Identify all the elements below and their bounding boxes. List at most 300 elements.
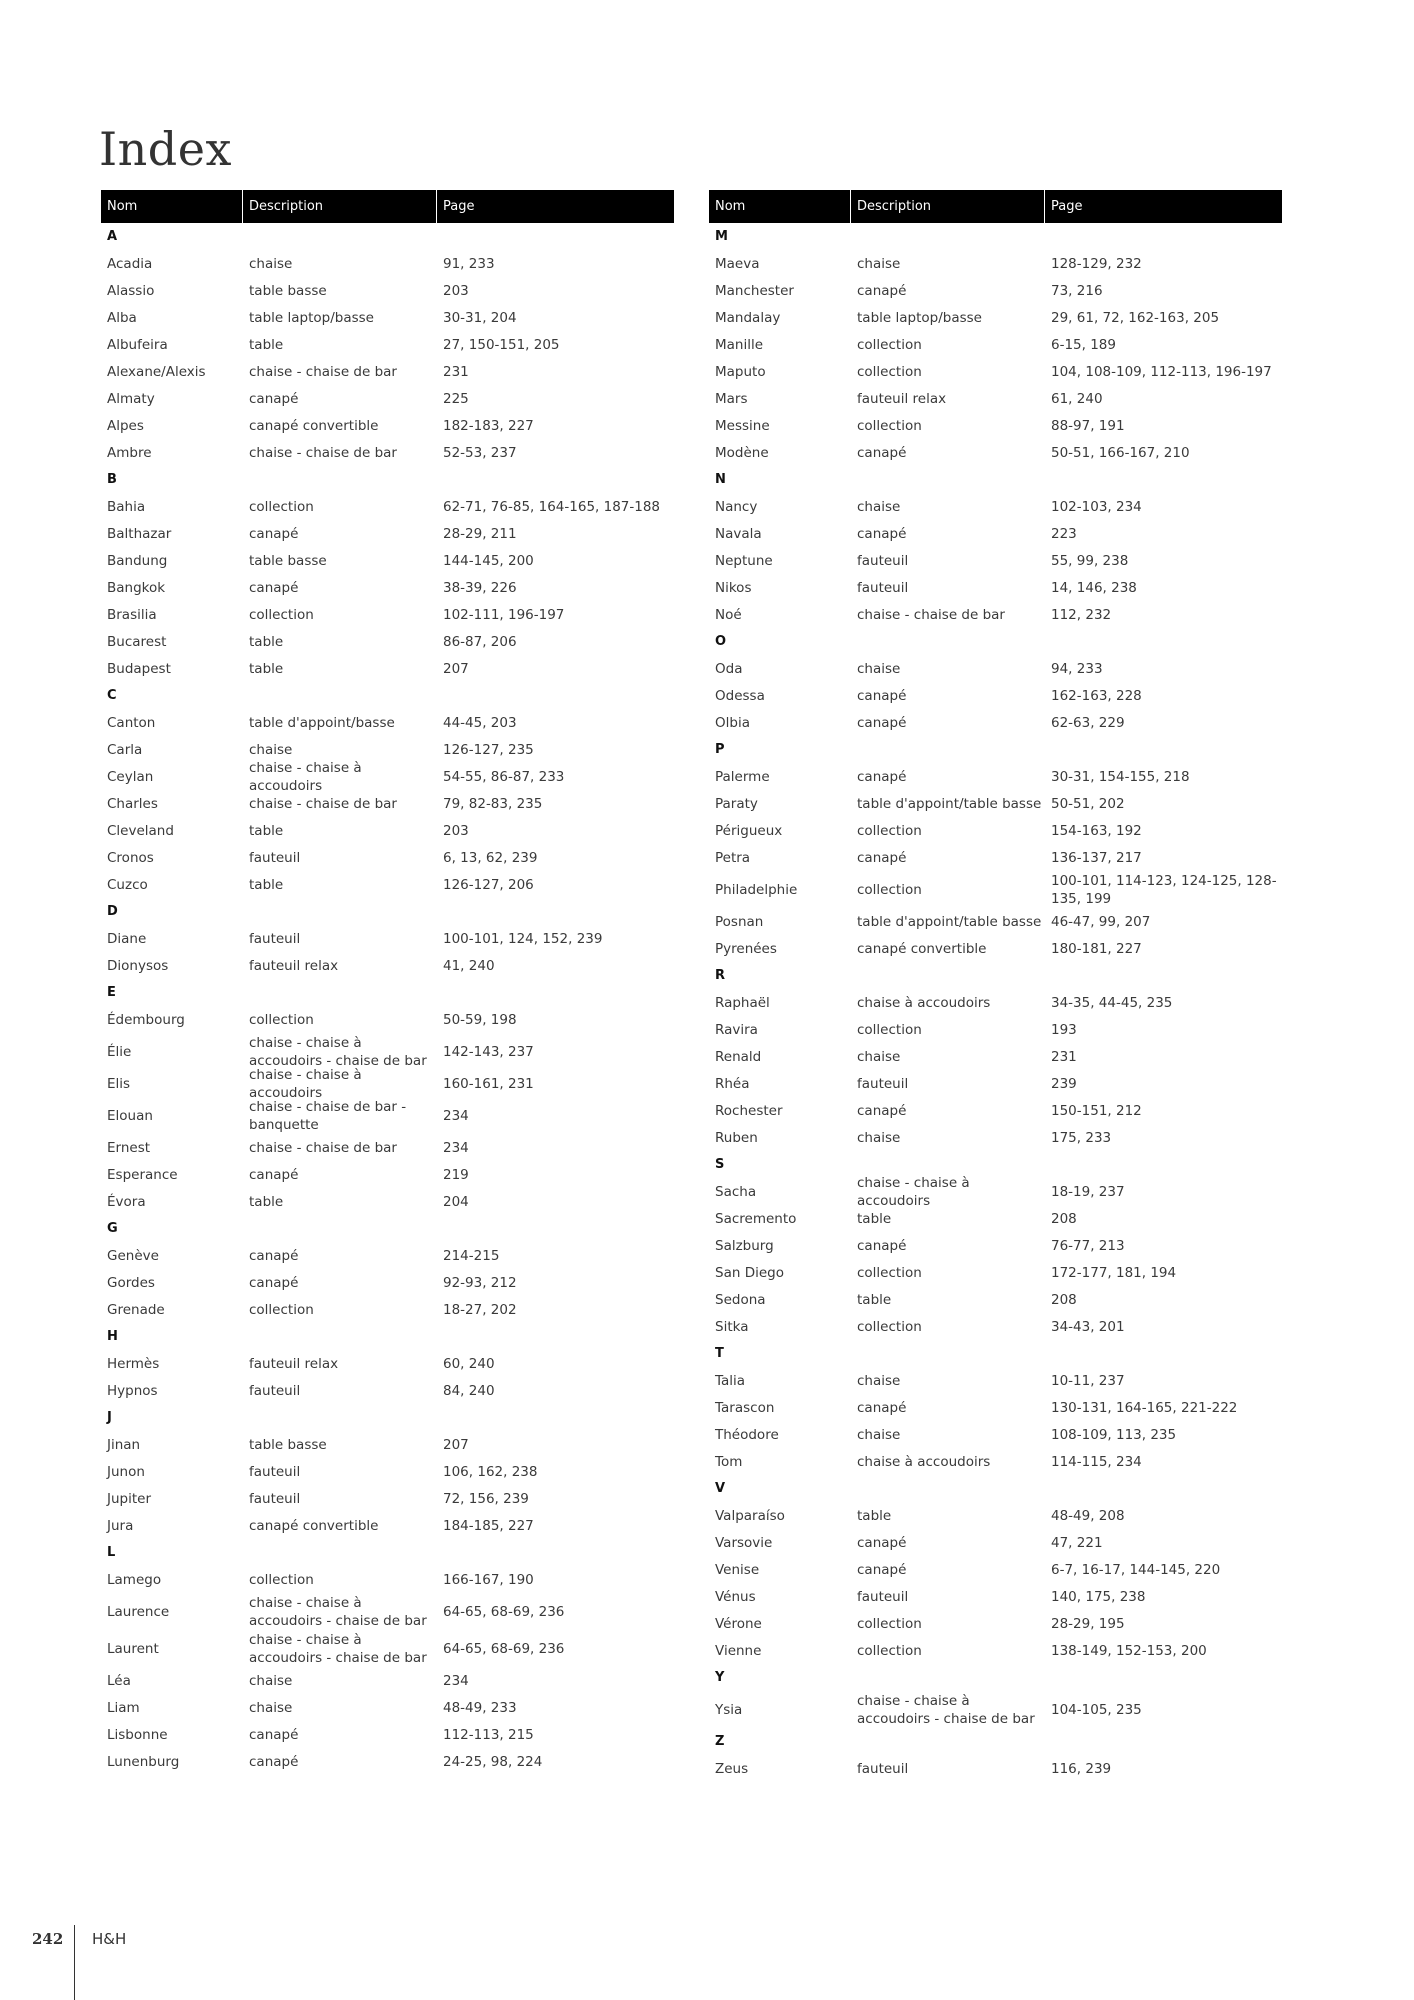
table-row (709, 412, 1282, 439)
entry-description: table basse (249, 1436, 327, 1453)
entry-description: canapé (857, 1534, 907, 1551)
entry-pages: 180-181, 227 (1051, 940, 1142, 957)
entry-pages: 126-127, 206 (443, 876, 534, 893)
table-row (101, 1721, 674, 1748)
entry-name: Lamego (107, 1571, 162, 1588)
entry-pages: 154-163, 192 (1051, 822, 1142, 839)
entry-description: fauteuil relax (857, 390, 947, 407)
entry-description: chaise - chaise à accoudoirs - chaise de bar (249, 1631, 427, 1666)
entry-description: fauteuil (857, 1075, 909, 1092)
entry-name: Manille (715, 336, 764, 353)
entry-pages: 60, 240 (443, 1355, 495, 1372)
entry-pages: 234 (443, 1139, 469, 1156)
entry-pages: 29, 61, 72, 162-163, 205 (1051, 309, 1220, 326)
entry-name: Tom (715, 1453, 743, 1470)
section-letter: O (715, 634, 727, 649)
entry-pages: 204 (443, 1193, 469, 1210)
entry-pages: 160-161, 231 (443, 1075, 534, 1092)
entry-name: Édembourg (107, 1011, 185, 1028)
entry-name: Oda (715, 660, 743, 677)
entry-description: collection (857, 1642, 922, 1659)
table-row (709, 1070, 1282, 1097)
entry-pages: 193 (1051, 1021, 1077, 1038)
table-row (709, 655, 1282, 682)
table-row (709, 1259, 1282, 1286)
entry-pages: 24-25, 98, 224 (443, 1753, 543, 1770)
table-row (101, 628, 674, 655)
entry-description: canapé (249, 1753, 299, 1770)
table-row (101, 1593, 674, 1630)
entry-name: Sacha (715, 1183, 757, 1200)
entry-pages: 108-109, 113, 235 (1051, 1426, 1177, 1443)
table-row (101, 601, 674, 628)
entry-description: chaise (249, 1699, 293, 1716)
section-letter: N (715, 472, 726, 487)
entry-pages: 214-215 (443, 1247, 500, 1264)
entry-description: collection (857, 1264, 922, 1281)
table-row (101, 1485, 674, 1512)
entry-name: Bucarest (107, 633, 167, 650)
entry-pages: 6, 13, 62, 239 (443, 849, 538, 866)
table-row (709, 1367, 1282, 1394)
entry-name: Budapest (107, 660, 171, 677)
entry-name: Ambre (107, 444, 152, 461)
section-letter: S (715, 1157, 725, 1172)
table-row (709, 817, 1282, 844)
entry-description: chaise - chaise de bar - banquette (249, 1098, 407, 1133)
entry-pages: 64-65, 68-69, 236 (443, 1603, 565, 1620)
section-letter: D (107, 904, 118, 919)
entry-description: fauteuil relax (249, 1355, 339, 1372)
entry-description: chaise - chaise à accoudoirs (249, 759, 362, 794)
entry-pages: 184-185, 227 (443, 1517, 534, 1534)
table-row (101, 1566, 674, 1593)
entry-description: canapé (249, 579, 299, 596)
entry-description: collection (857, 1021, 922, 1038)
entry-description: canapé (857, 525, 907, 542)
entry-pages: 62-63, 229 (1051, 714, 1125, 731)
section-letter: A (107, 229, 118, 244)
entry-name: Carla (107, 741, 143, 758)
section-letter: J (107, 1410, 112, 1425)
entry-pages: 34-43, 201 (1051, 1318, 1125, 1335)
entry-pages: 207 (443, 660, 469, 677)
entry-name: Alassio (107, 282, 155, 299)
entry-name: Elis (107, 1075, 131, 1092)
table-row (101, 304, 674, 331)
entry-name: Sitka (715, 1318, 749, 1335)
table-row (709, 763, 1282, 790)
entry-pages: 64-65, 68-69, 236 (443, 1640, 565, 1657)
entry-description: table laptop/basse (249, 309, 374, 326)
entry-pages: 54-55, 86-87, 233 (443, 768, 565, 785)
entry-pages: 231 (1051, 1048, 1077, 1065)
entry-description: canapé (857, 768, 907, 785)
table-row (101, 1033, 674, 1070)
entry-pages: 223 (1051, 525, 1077, 542)
header-nom: Nom (101, 190, 243, 223)
entry-name: Mandalay (715, 309, 781, 326)
entry-pages: 73, 216 (1051, 282, 1103, 299)
entry-description: table laptop/basse (857, 309, 982, 326)
table-row (709, 385, 1282, 412)
entry-name: Bandung (107, 552, 168, 569)
entry-pages: 86-87, 206 (443, 633, 517, 650)
entry-description: collection (857, 363, 922, 380)
section-letter: Y (715, 1670, 725, 1685)
section-letter: C (107, 688, 117, 703)
table-row (101, 1006, 674, 1033)
entry-pages: 30-31, 204 (443, 309, 517, 326)
entry-name: Alpes (107, 417, 144, 434)
entry-name: Rochester (715, 1102, 783, 1119)
entry-pages: 50-59, 198 (443, 1011, 517, 1028)
entry-name: Périgueux (715, 822, 783, 839)
entry-name: Salzburg (715, 1237, 774, 1254)
table-row (709, 1043, 1282, 1070)
entry-pages: 48-49, 208 (1051, 1507, 1125, 1524)
entry-description: chaise - chaise de bar (249, 1139, 397, 1156)
entry-pages: 112-113, 215 (443, 1726, 534, 1743)
entry-description: chaise - chaise de bar (249, 795, 397, 812)
entry-pages: 79, 82-83, 235 (443, 795, 543, 812)
entry-description: table d'appoint/basse (249, 714, 395, 731)
entry-pages: 138-149, 152-153, 200 (1051, 1642, 1207, 1659)
table-row (101, 952, 674, 979)
entry-pages: 94, 233 (1051, 660, 1103, 677)
entry-description: collection (249, 1571, 314, 1588)
entry-name: Messine (715, 417, 770, 434)
entry-name: Alba (107, 309, 137, 326)
brand-name: H&H (92, 1930, 127, 1948)
entry-pages: 28-29, 211 (443, 525, 517, 542)
section-letter: P (715, 742, 725, 757)
table-row (709, 1529, 1282, 1556)
entry-pages: 84, 240 (443, 1382, 495, 1399)
entry-pages: 102-111, 196-197 (443, 606, 565, 623)
entry-pages: 61, 240 (1051, 390, 1103, 407)
entry-name: Esperance (107, 1166, 178, 1183)
entry-pages: 52-53, 237 (443, 444, 517, 461)
table-row (101, 759, 674, 794)
entry-name: Rhéa (715, 1075, 750, 1092)
entry-pages: 50-51, 166-167, 210 (1051, 444, 1190, 461)
entry-pages: 128-129, 232 (1051, 255, 1142, 272)
entry-name: Vienne (715, 1642, 762, 1659)
table-row (709, 331, 1282, 358)
entry-description: fauteuil relax (249, 957, 339, 974)
entry-pages: 166-167, 190 (443, 1571, 534, 1588)
entry-name: Bangkok (107, 579, 166, 596)
entry-description: chaise - chaise à accoudoirs - chaise de bar (857, 1692, 1035, 1727)
entry-pages: 72, 156, 239 (443, 1490, 529, 1507)
entry-description: canapé (857, 687, 907, 704)
table-row (709, 1610, 1282, 1637)
entry-name: Évora (107, 1193, 146, 1210)
entry-name: Bahia (107, 498, 146, 515)
entry-name: Balthazar (107, 525, 172, 542)
entry-description: chaise (857, 1426, 901, 1443)
entry-name: Nikos (715, 579, 752, 596)
section-letter: G (107, 1221, 118, 1236)
section-letter: B (107, 472, 117, 487)
entry-name: Zeus (715, 1760, 749, 1777)
table-row (709, 1016, 1282, 1043)
entry-description: collection (249, 606, 314, 623)
entry-description: collection (249, 1011, 314, 1028)
entry-name: Posnan (715, 913, 764, 930)
entry-pages: 207 (443, 1436, 469, 1453)
entry-description: chaise (249, 1672, 293, 1689)
entry-name: Odessa (715, 687, 765, 704)
entry-name: Palerme (715, 768, 770, 785)
header-nom: Nom (709, 190, 851, 223)
entry-name: Petra (715, 849, 751, 866)
entry-description: chaise (249, 741, 293, 758)
entry-description: table basse (249, 282, 327, 299)
entry-pages: 219 (443, 1166, 469, 1183)
entry-description: chaise (857, 1129, 901, 1146)
table-row (101, 520, 674, 547)
section-letter: H (107, 1329, 118, 1344)
entry-description: chaise - chaise de bar (249, 444, 397, 461)
table-row (709, 908, 1282, 935)
entry-pages: 27, 150-151, 205 (443, 336, 560, 353)
entry-pages: 6-15, 189 (1051, 336, 1116, 353)
entry-name: Navala (715, 525, 762, 542)
table-row (101, 1512, 674, 1539)
entry-description: fauteuil (857, 1760, 909, 1777)
entry-name: Lisbonne (107, 1726, 168, 1743)
entry-description: collection (249, 1301, 314, 1318)
table-row (709, 547, 1282, 574)
table-row (709, 304, 1282, 331)
table-row (709, 1448, 1282, 1475)
table-body (709, 223, 1282, 1782)
entry-pages: 175, 233 (1051, 1129, 1112, 1146)
table-row (709, 1583, 1282, 1610)
entry-pages: 62-71, 76-85, 164-165, 187-188 (443, 498, 661, 515)
entry-description: canapé (857, 714, 907, 731)
entry-pages: 41, 240 (443, 957, 495, 974)
entry-name: Jupiter (107, 1490, 152, 1507)
entry-name: Almaty (107, 390, 155, 407)
table-row (709, 1174, 1282, 1209)
header-page: Page (1051, 199, 1083, 214)
entry-description: fauteuil (249, 930, 301, 947)
table-row (101, 709, 674, 736)
entry-name: Elouan (107, 1107, 153, 1124)
entry-description: canapé convertible (249, 1517, 379, 1534)
table-row (709, 989, 1282, 1016)
table-row (709, 493, 1282, 520)
entry-name: Maputo (715, 363, 766, 380)
entry-pages: 104, 108-109, 112-113, 196-197 (1051, 363, 1272, 380)
table-row (101, 817, 674, 844)
table-row (709, 574, 1282, 601)
entry-description: chaise (857, 255, 901, 272)
entry-name: Noé (715, 606, 742, 623)
entry-name: Laurence (107, 1603, 170, 1620)
entry-description: chaise (857, 498, 901, 515)
entry-pages: 46-47, 99, 207 (1051, 913, 1151, 930)
entry-name: Lunenburg (107, 1753, 180, 1770)
section-letter: E (107, 985, 116, 1000)
entry-pages: 234 (443, 1107, 469, 1124)
table-row (101, 385, 674, 412)
table-row (101, 844, 674, 871)
table-header (709, 190, 1282, 223)
table-row (709, 1691, 1282, 1728)
entry-description: chaise - chaise à accoudoirs - chaise de bar (249, 1034, 427, 1069)
entry-name: Nancy (715, 498, 758, 515)
entry-name: Jura (107, 1517, 134, 1534)
entry-description: fauteuil (857, 1588, 909, 1605)
entry-description: canapé (249, 390, 299, 407)
entry-name: Varsovie (715, 1534, 773, 1551)
table-row (101, 1748, 674, 1775)
table-row (709, 935, 1282, 962)
entry-pages: 114-115, 234 (1051, 1453, 1142, 1470)
table-row (101, 1188, 674, 1215)
entry-description: chaise (857, 1372, 901, 1389)
table-header (101, 190, 674, 223)
entry-pages: 112, 232 (1051, 606, 1112, 623)
entry-name: Ernest (107, 1139, 151, 1156)
entry-description: canapé convertible (857, 940, 987, 957)
entry-name: San Diego (715, 1264, 784, 1281)
entry-name: Talia (715, 1372, 746, 1389)
table-row (709, 250, 1282, 277)
entry-pages: 6-7, 16-17, 144-145, 220 (1051, 1561, 1221, 1578)
entry-name: Philadelphie (715, 881, 798, 898)
entry-description: table (857, 1507, 892, 1524)
entry-description: chaise (857, 660, 901, 677)
entry-description: collection (857, 336, 922, 353)
entry-description: fauteuil (249, 849, 301, 866)
entry-name: Laurent (107, 1640, 159, 1657)
table-row (101, 871, 674, 898)
entry-description: fauteuil (249, 1490, 301, 1507)
table-row (101, 1269, 674, 1296)
entry-name: Mars (715, 390, 748, 407)
entry-name: Élie (107, 1043, 132, 1060)
page-number: 242 (32, 1930, 64, 1948)
entry-name: Vénus (715, 1588, 756, 1605)
entry-description: canapé (857, 282, 907, 299)
entry-name: Genève (107, 1247, 159, 1264)
section-letter: V (715, 1481, 726, 1496)
entry-pages: 208 (1051, 1210, 1077, 1227)
table-row (101, 1066, 674, 1101)
entry-description: canapé (857, 1237, 907, 1254)
entry-description: canapé (249, 1247, 299, 1264)
entry-pages: 14, 146, 238 (1051, 579, 1137, 596)
table-row (101, 790, 674, 817)
entry-name: Sedona (715, 1291, 766, 1308)
entry-pages: 28-29, 195 (1051, 1615, 1125, 1632)
entry-description: fauteuil (857, 579, 909, 596)
table-row (709, 709, 1282, 736)
entry-description: chaise - chaise à accoudoirs - chaise de bar (249, 1594, 427, 1629)
table-row (101, 1667, 674, 1694)
page-title: Index (99, 122, 232, 176)
entry-name: Grenade (107, 1301, 165, 1318)
entry-pages: 239 (1051, 1075, 1077, 1092)
table-row (709, 790, 1282, 817)
entry-pages: 48-49, 233 (443, 1699, 517, 1716)
entry-name: Hermès (107, 1355, 160, 1372)
entry-name: Venise (715, 1561, 760, 1578)
table-row (709, 1755, 1282, 1782)
entry-pages: 30-31, 154-155, 218 (1051, 768, 1190, 785)
entry-description: table (249, 822, 284, 839)
entry-description: canapé (857, 1399, 907, 1416)
entry-pages: 104-105, 235 (1051, 1701, 1142, 1718)
table-row (709, 601, 1282, 628)
entry-description: canapé (249, 1726, 299, 1743)
entry-description: table d'appoint/table basse (857, 795, 1042, 812)
entry-description: fauteuil (249, 1463, 301, 1480)
entry-name: Liam (107, 1699, 140, 1716)
table-row (709, 1286, 1282, 1313)
entry-pages: 182-183, 227 (443, 417, 534, 434)
entry-name: Vérone (715, 1615, 762, 1632)
entry-description: collection (857, 1318, 922, 1335)
entry-name: Renald (715, 1048, 762, 1065)
entry-pages: 76-77, 213 (1051, 1237, 1125, 1254)
entry-name: Gordes (107, 1274, 155, 1291)
table-row (709, 1502, 1282, 1529)
entry-pages: 18-19, 237 (1051, 1183, 1125, 1200)
entry-name: Maeva (715, 255, 760, 272)
entry-pages: 150-151, 212 (1051, 1102, 1142, 1119)
table-row (709, 682, 1282, 709)
entry-description: table basse (249, 552, 327, 569)
table-row (101, 1377, 674, 1404)
table-row (101, 493, 674, 520)
entry-pages: 234 (443, 1672, 469, 1689)
entry-description: table (249, 660, 284, 677)
table-row (101, 1296, 674, 1323)
entry-name: Hypnos (107, 1382, 158, 1399)
table-row (709, 1097, 1282, 1124)
entry-name: Manchester (715, 282, 794, 299)
entry-description: collection (249, 498, 314, 515)
entry-pages: 116, 239 (1051, 1760, 1112, 1777)
entry-name: Théodore (715, 1426, 779, 1443)
entry-pages: 208 (1051, 1291, 1077, 1308)
table-row (101, 655, 674, 682)
entry-pages: 34-35, 44-45, 235 (1051, 994, 1173, 1011)
table-row (101, 1134, 674, 1161)
entry-description: canapé (249, 525, 299, 542)
table-row (709, 871, 1282, 908)
table-row (709, 1394, 1282, 1421)
entry-pages: 203 (443, 822, 469, 839)
entry-description: canapé (249, 1274, 299, 1291)
table-row (709, 1232, 1282, 1259)
entry-description: collection (857, 822, 922, 839)
entry-pages: 55, 99, 238 (1051, 552, 1129, 569)
entry-description: fauteuil (249, 1382, 301, 1399)
index-table-right (709, 190, 1282, 1782)
entry-name: Olbia (715, 714, 750, 731)
entry-name: Junon (107, 1463, 145, 1480)
entry-name: Sacremento (715, 1210, 797, 1227)
entry-name: Modène (715, 444, 769, 461)
entry-description: chaise - chaise à accoudoirs (249, 1066, 362, 1101)
